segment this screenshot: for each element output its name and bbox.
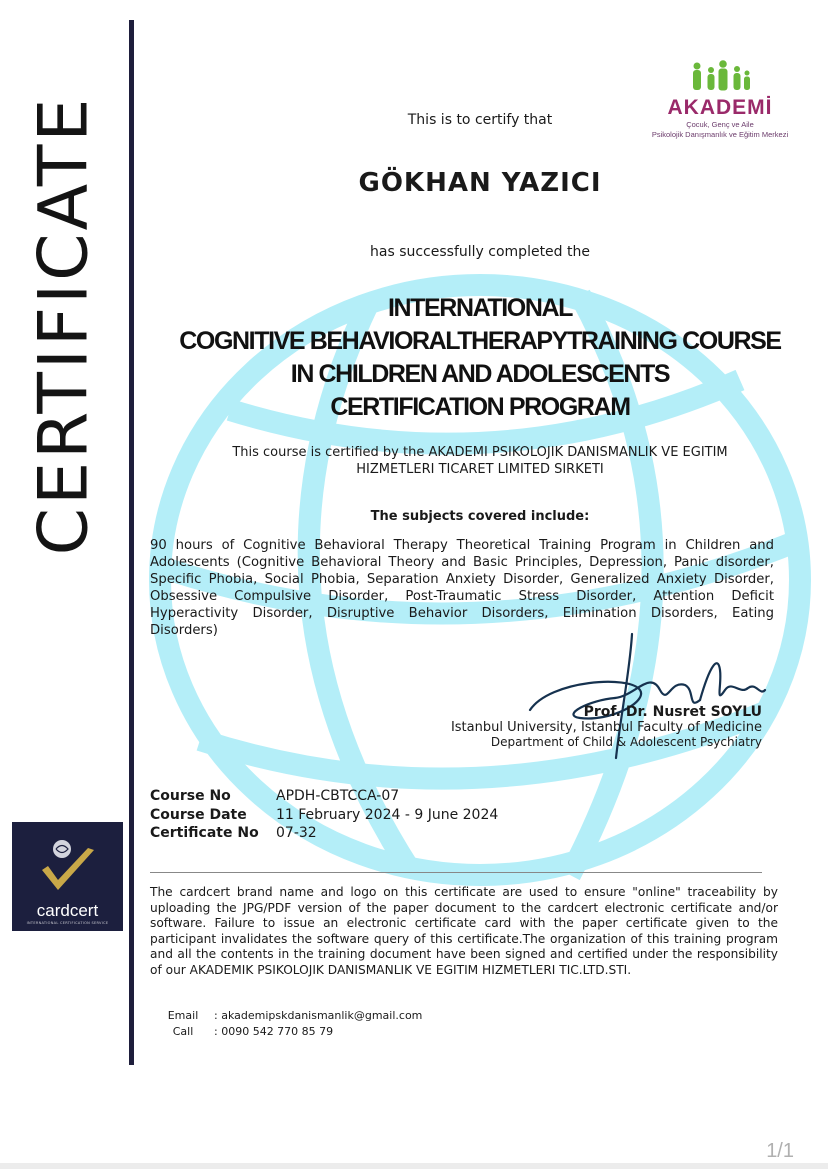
certified-by-line: This course is certified by the AKADEMI PSIKOLOJIK DANISMANLIK VE EGITIM bbox=[232, 445, 728, 460]
course-no-label: Course No bbox=[150, 788, 231, 804]
certificate-no-row bbox=[150, 824, 498, 843]
call-label: Call bbox=[172, 1024, 194, 1038]
certificate-no-label: Certificate No bbox=[150, 825, 259, 841]
course-title bbox=[150, 292, 810, 424]
signatory-block bbox=[362, 704, 762, 749]
course-date-row bbox=[150, 806, 498, 825]
course-info bbox=[150, 787, 498, 843]
call-value: : 0090 542 770 85 79 bbox=[214, 1024, 334, 1038]
certified-by-line: HIZMETLERI TICARET LIMITED SIRKETI bbox=[356, 462, 604, 477]
signatory-department: Department of Child & Adolescent Psychiatry bbox=[490, 735, 762, 749]
recipient-name: GÖKHAN YAZICI bbox=[358, 168, 602, 198]
email-label: Email bbox=[167, 1009, 199, 1022]
certify-line: This is to certify that bbox=[407, 112, 553, 128]
vertical-divider bbox=[129, 20, 134, 1065]
course-date-value: 11 February 2024 - 9 June 2024 bbox=[276, 806, 499, 823]
call-row bbox=[152, 1024, 422, 1040]
contact-info bbox=[152, 1008, 422, 1039]
family-figures-icon bbox=[685, 60, 755, 92]
email-value: : akademipskdanismanlik@gmail.com bbox=[214, 1009, 423, 1022]
logo-subtitle-1: Çocuk, Genç ve Aile bbox=[686, 120, 754, 129]
certificate-no-value: 07-32 bbox=[276, 825, 317, 841]
cardcert-tagline: INTERNATIONAL CERTIFICATION SERVICE bbox=[26, 921, 109, 925]
course-title-line: INTERNATIONAL bbox=[387, 294, 573, 322]
logo-name: AKADEMİ bbox=[667, 96, 773, 119]
completed-line: has successfully completed the bbox=[370, 244, 590, 260]
subjects-text: 90 hours of Cognitive Behavioral Therapy Theoretical Training Program in Children and Adolescents (Cognitive Behavioral Theory and Basic Principles, Depression, Panic disorder, Specific Phobia, Social Phobia, Separation Anxiety Disorder, Generalized Anxiety Disorder, Obsessive Compulsive Disorder, Post-Traumatic Stress Disorder, Attention Deficit Hyperactivity Disorder, Disruptive Behavior Disorders, Elimination Disorders, Eating Disorders) bbox=[150, 538, 774, 638]
course-no-row bbox=[150, 787, 498, 806]
cardcert-badge bbox=[12, 822, 123, 931]
course-title-line: IN CHILDREN AND ADOLESCENTS bbox=[290, 360, 670, 388]
page-indicator: 1/1 bbox=[766, 1140, 794, 1162]
cardcert-check-icon bbox=[12, 822, 123, 900]
course-title-line: CERTIFICATION PROGRAM bbox=[330, 393, 630, 421]
signatory-name: Prof. Dr. Nusret SOYLU bbox=[583, 704, 762, 720]
vertical-certificate-title bbox=[14, 60, 114, 590]
email-row bbox=[152, 1008, 422, 1024]
cardcert-brand: cardcert bbox=[36, 901, 99, 920]
subjects-heading: The subjects covered include: bbox=[370, 509, 590, 524]
signature bbox=[520, 630, 770, 770]
disclaimer-text: The cardcert brand name and logo on this certificate are used to ensure "online" traceability by uploading the JPG/PDF version of the paper document to the cardcert electronic certificate and/or software. Failure to issue an electronic certificate card with the paper certificate given to the participant invalidates the software query of this certificate.The organization of this training program and all the contents in the training document have been signed and certified under the responsibility of our AKADEMIK PSIKOLOJIK DANISMANLIK VE EGITIM HIZMETLERI TIC.LTD.STI. bbox=[150, 885, 778, 977]
certified-by bbox=[150, 444, 810, 478]
course-title-line: COGNITIVE BEHAVIORALTHERAPYTRAINING COURSE bbox=[179, 327, 781, 355]
viewer-footer-bar bbox=[0, 1163, 828, 1169]
course-no-value: APDH-CBTCCA-07 bbox=[276, 788, 400, 804]
vertical-title-text: CERTIFICATE bbox=[24, 95, 104, 555]
signatory-affiliation: Istanbul University, Istanbul Faculty of Medicine bbox=[450, 720, 762, 735]
akademi-logo bbox=[640, 60, 800, 160]
logo-subtitle-2: Psikolojik Danışmanlık ve Eğitim Merkezi bbox=[651, 130, 789, 139]
divider-line bbox=[150, 872, 762, 873]
course-date-label: Course Date bbox=[150, 806, 247, 823]
